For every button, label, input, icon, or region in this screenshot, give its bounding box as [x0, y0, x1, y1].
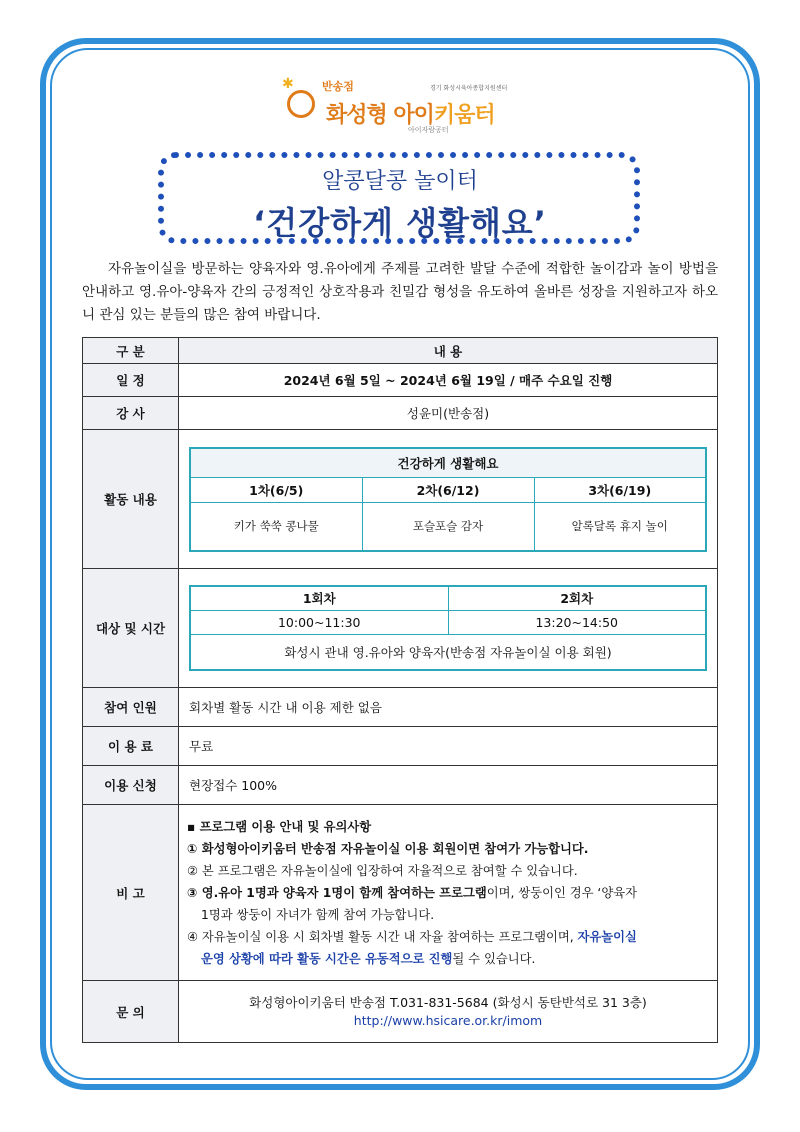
table-header-row — [83, 338, 718, 364]
activity-round: 1차(6/5) — [190, 478, 362, 503]
apply-value: 현장접수 100% — [179, 766, 718, 805]
fee-row — [83, 727, 718, 766]
logo-center-name: 경기 화성시육아종합지원센터 — [430, 85, 508, 92]
activity-round: 3차(6/19) — [534, 478, 706, 503]
intro-paragraph: 자유놀이실을 방문하는 양육자와 영.유아에게 주제를 고려한 발달 수준에 적합한 놀이감과 놀이 방법을 안내하고 영.유아-양육자 간의 긍정적인 상호작용과 친밀감 형성을 유도하여 올바른 성장을 지원하고자 하오니 관심 있는 분들의 많은 참여 바랍니다. — [82, 261, 718, 323]
info-table — [82, 337, 718, 1043]
audience-value: 화성시 관내 영.유아와 양육자(반송점 자유놀이실 이용 회원) — [190, 634, 706, 670]
time-rounds-row — [190, 586, 706, 610]
header-category: 구 분 — [83, 338, 179, 364]
activity-rounds-row — [190, 478, 706, 503]
schedule-label: 일 정 — [83, 364, 179, 397]
activity-content: 키가 쑥쑥 콩나물 — [190, 503, 362, 551]
logo-sub: 아이자람공터 — [408, 126, 449, 134]
target-row — [83, 569, 718, 688]
notes-row — [83, 805, 718, 981]
program-subtitle: ‘건강하게 생활해요’ — [253, 204, 547, 242]
note-2: ② 본 프로그램은 자유놀이실에 입장하여 자율적으로 참여할 수 있습니다. — [187, 863, 578, 878]
note-1: ① 화성형아이키움터 반송점 자유놀이실 이용 회원이면 참여가 가능합니다. — [187, 841, 589, 856]
activity-label: 활동 내용 — [83, 430, 179, 569]
star-icon: ✱ — [282, 76, 294, 92]
time-table — [189, 585, 707, 671]
logo-branch: 반송점 — [322, 80, 354, 93]
notes-heading: ▪ 프로그램 이용 안내 및 유의사항 — [187, 819, 372, 834]
logo-name-b: 키움터 — [433, 103, 495, 128]
note-3-cont: 1명과 쌍둥이 자녀가 함께 참여 가능합니다. — [201, 907, 435, 922]
apply-row — [83, 766, 718, 805]
instructor-value: 성윤미(반송점) — [179, 397, 718, 430]
activity-content: 알록달록 휴지 놀이 — [534, 503, 706, 551]
contact-info: 화성형아이키움터 반송점 T.031-831-5684 (화성시 동탄반석로 31 3층) — [249, 994, 647, 1010]
instructor-row — [83, 397, 718, 430]
contact-label: 문 의 — [83, 981, 179, 1043]
capacity-value: 회차별 활동 시간 내 이용 제한 없음 — [179, 688, 718, 727]
apply-label: 이용 신청 — [83, 766, 179, 805]
activity-title-row — [190, 448, 706, 478]
program-title: 알콩달콩 놀이터 — [322, 169, 478, 194]
activity-content-row — [190, 503, 706, 551]
activity-title: 건강하게 생활해요 — [190, 448, 706, 478]
activity-table — [189, 447, 707, 552]
note-4-cont: 운영 상황에 따라 활동 시간은 유동적으로 진행될 수 있습니다. — [201, 951, 536, 966]
time-round: 2회차 — [448, 586, 706, 610]
time-value: 10:00~11:30 — [190, 610, 448, 634]
notes-label: 비 고 — [83, 805, 179, 981]
target-label: 대상 및 시간 — [83, 569, 179, 688]
activity-round: 2차(6/12) — [362, 478, 534, 503]
capacity-row — [83, 688, 718, 727]
logo — [282, 78, 522, 138]
note-4: ④ 자유놀이실 이용 시 회차별 활동 시간 내 자율 참여하는 프로그램이며, 자유놀이실 — [187, 929, 637, 944]
time-value: 13:20~14:50 — [448, 610, 706, 634]
audience-row — [190, 634, 706, 670]
logo-name-a: 화성형 아이 — [326, 103, 434, 128]
capacity-label: 참여 인원 — [83, 688, 179, 727]
note-3: ③ 영.유아 1명과 양육자 1명이 함께 참여하는 프로그램이며, 쌍둥이인 경우 ‘양육자 — [187, 885, 637, 900]
smile-face-icon — [287, 90, 315, 118]
fee-label: 이 용 료 — [83, 727, 179, 766]
contact-row — [83, 981, 718, 1043]
header-content: 내 용 — [179, 338, 718, 364]
activity-content: 포슬포슬 감자 — [362, 503, 534, 551]
contact-url-link[interactable]: http://www.hsicare.or.kr/imom — [353, 1012, 543, 1028]
time-round: 1회차 — [190, 586, 448, 610]
activity-row — [83, 430, 718, 569]
schedule-row — [83, 364, 718, 397]
instructor-label: 강 사 — [83, 397, 179, 430]
schedule-value: 2024년 6월 5일 ~ 2024년 6월 19일 / 매주 수요일 진행 — [179, 364, 718, 397]
time-values-row — [190, 610, 706, 634]
fee-value: 무료 — [179, 727, 718, 766]
